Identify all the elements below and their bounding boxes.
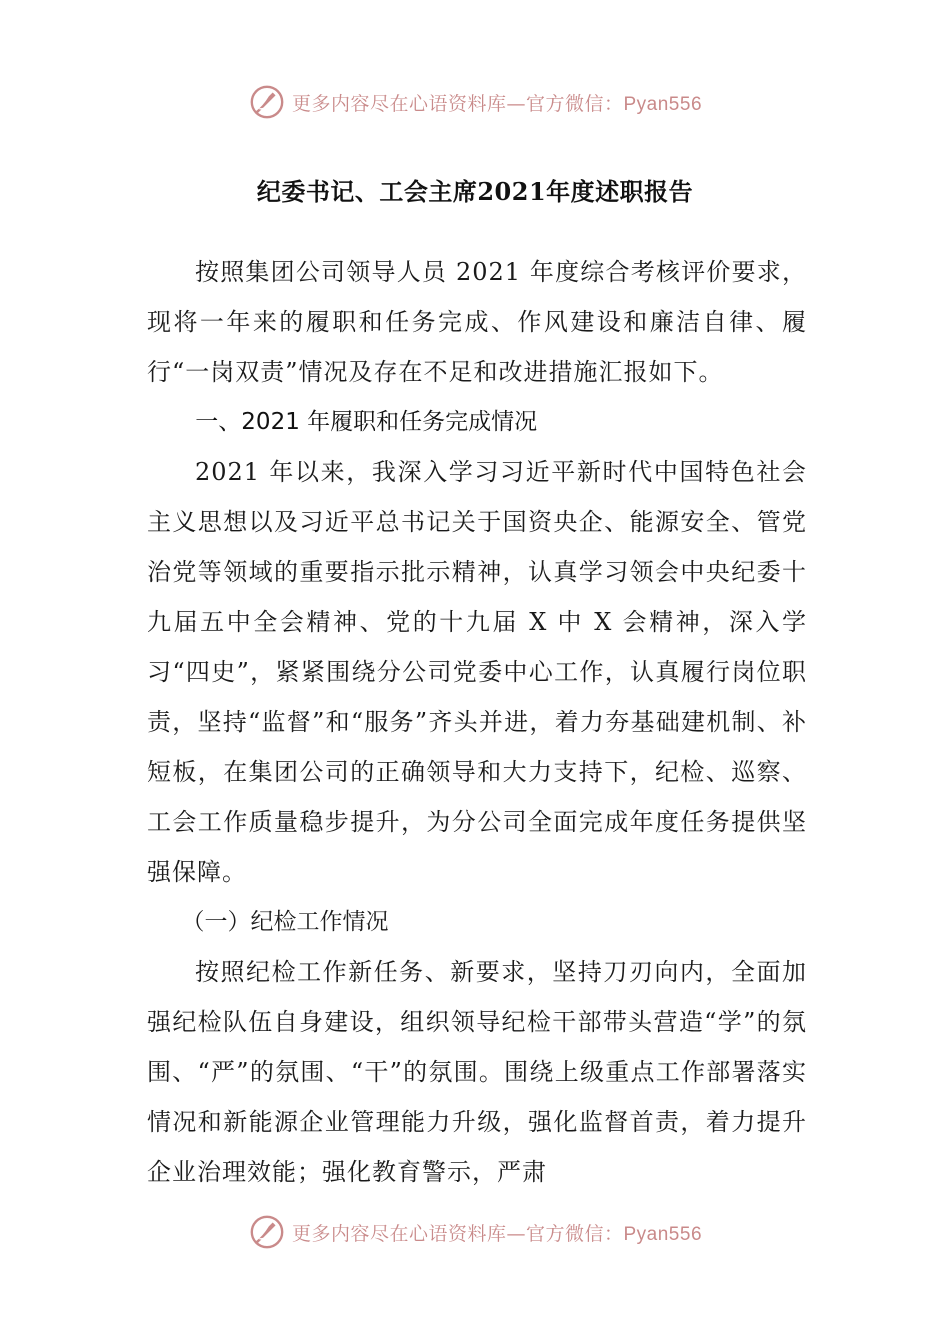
section-paragraph: 2021 年以来，我深入学习习近平新时代中国特色社会主义思想以及习近平总书记关于国资央企、能源安全、管党治党等领域的重要指示批示精神，认真学习领会中央纪委十九届五中全会精神、党的十九届 X 中 X 会精神，深入学习“四史”，紧紧围绕分公司党委中心工作，认真履行岗位职责，坚持“监督”和“服务”齐头并进，着力夯基础建机制、补短板，在集团公司的正确领导和大力支持下，纪检、巡察、工会工作质量稳步提升，为分公司全面完成年度任务提供坚强保障。 <box>147 458 807 886</box>
section-heading: 一、2021 年履职和任务完成情况 <box>195 409 538 435</box>
subsection-paragraph: 按照纪检工作新任务、新要求，坚持刀刃向内，全面加强纪检队伍自身建设，组织领导纪检干部带头营造“学”的氛围、“严”的氛围、“干”的氛围。围绕上级重点工作部署落实情况和新能源企业管理能力升级，强化监督首责，着力提升企业治理效能；强化教育警示，严肃 <box>147 958 807 1186</box>
pen-circle-logo-icon <box>248 1213 286 1251</box>
intro-paragraph: 按照集团公司领导人员 2021 年度综合考核评价要求，现将一年来的履职和任务完成、作风建设和廉洁自律、履行“一岗双责”情况及存在不足和改进措施汇报如下。 <box>147 258 807 386</box>
header-watermark-banner <box>0 80 950 124</box>
footer-watermark-banner <box>0 1210 950 1254</box>
pen-circle-logo-icon <box>248 83 286 121</box>
document-title: 纪委书记、工会主席2021年度述职报告 <box>256 177 694 206</box>
document-body <box>147 247 807 1197</box>
banner-text: 更多内容尽在心语资料库—官方微信：Pyan556 <box>291 1222 703 1245</box>
banner-text: 更多内容尽在心语资料库—官方微信：Pyan556 <box>291 92 703 115</box>
subsection-heading: （一）纪检工作情况 <box>181 909 389 935</box>
